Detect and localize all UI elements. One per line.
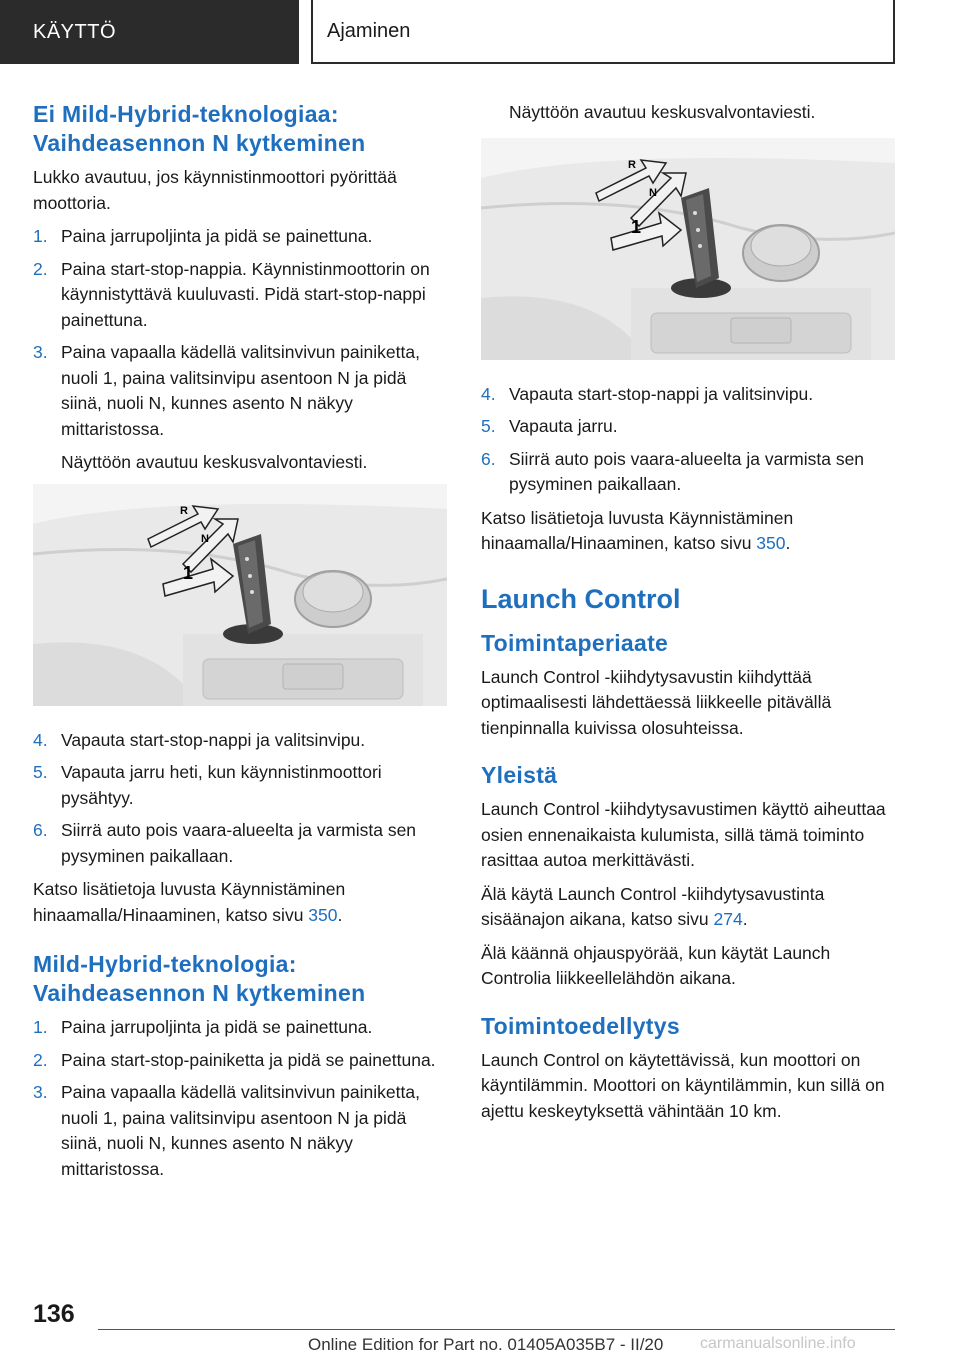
section-tab — [0, 0, 299, 64]
general-paragraph-3: Älä käännä ohjauspyörää, kun käytät Launch Controlia liikkeellelähdön aikana. — [481, 942, 831, 988]
see-more-paragraph — [33, 877, 447, 928]
arrow-label-r: R — [628, 158, 636, 171]
general-paragraph-1: Launch Control -kiihdytysavustimen käyttö aiheuttaa osien ennenaikaista kulumista, sillä tämä toiminto rasittaa autoa merkittävästi. — [481, 799, 886, 870]
list-item — [481, 447, 895, 498]
general-p2-text: Älä käytä Launch Control -kiihdytysavustinta sisäänajon aikana, katso sivu — [481, 883, 825, 929]
step-text: Siirrä auto pois vaara-alueelta ja varmista sen pysyminen paikallaan. — [61, 820, 417, 866]
step-number: 6. — [481, 448, 496, 469]
chapter-label: Ajaminen — [327, 19, 411, 42]
list-item — [33, 1080, 447, 1182]
list-item — [33, 760, 447, 811]
step-text: Paina start-stop-nappia. Käynnistinmoottorin on käynnistyttävä kuuluvasti. Pidä start-stop-nappi painettuna. — [61, 258, 430, 330]
step-number: 1. — [33, 226, 48, 246]
step-text: Siirrä auto pois vaara-alueelta ja varmista sen pysyminen paikallaan. — [509, 448, 865, 494]
general-p2-end: . — [742, 909, 748, 929]
list-item — [481, 414, 895, 440]
see-more-end: . — [785, 533, 791, 553]
list-item — [33, 340, 447, 442]
step-number: 3. — [33, 342, 48, 362]
edition-text: Online Edition for Part no. 01405A035B7 - II/20 — [308, 1335, 664, 1354]
right-column — [481, 100, 895, 1132]
list-item — [33, 257, 447, 334]
list-item — [33, 818, 447, 869]
list-item — [481, 382, 895, 408]
step-text: Paina vapaalla kädellä valitsinvivun painiketta, nuoli 1, paina valitsinvipu asentoon N ja pidä siinä, nuoli N, kunnes asento N näkyy mittaristossa. — [61, 342, 420, 439]
step-text: Vapauta start-stop-nappi ja valitsinvipu. — [509, 383, 814, 404]
step-number: 4. — [33, 729, 48, 750]
steps-list-a — [33, 224, 447, 442]
step-text: Vapauta jarru. — [509, 416, 618, 436]
arrow-label-1: 1 — [183, 562, 194, 583]
section-title-hybrid: Mild-Hybrid-teknologia: Vaihdeasennon N kytkeminen — [33, 951, 366, 1006]
step-number: 5. — [33, 762, 48, 782]
prereq-paragraph: Launch Control on käytettävissä, kun moottori on käyntilämmin. Moottori on käyntilämmin, kun sillä on ajettu keskeytyksettä vähintään 10 km. — [481, 1049, 885, 1121]
see-more-end: . — [337, 904, 343, 925]
launch-control-title: Launch Control — [481, 583, 681, 614]
step-text: Paina jarrupoljinta ja pidä se painettuna. — [61, 226, 373, 246]
list-item — [33, 1015, 447, 1041]
step-number: 3. — [33, 1082, 48, 1102]
see-more-paragraph — [481, 506, 895, 557]
step-text: Vapauta start-stop-nappi ja valitsinvipu. — [61, 729, 366, 750]
prereq-title: Toimintoedellytys — [481, 1012, 680, 1039]
watermark: carmanualsonline.info — [700, 1335, 856, 1352]
step-text: Vapauta jarru heti, kun käynnistinmoottori pysähtyy. — [61, 762, 382, 808]
gear-selector-figure — [33, 484, 447, 706]
arrow-label-n: N — [201, 532, 209, 545]
steps-list-b — [33, 728, 447, 870]
step-note: Näyttöön avautuu keskusvalvontaviesti. — [509, 102, 816, 122]
page-link[interactable]: 274 — [713, 909, 743, 929]
step-text: Paina jarrupoljinta ja pidä se painettuna. — [61, 1017, 373, 1037]
steps-list-c — [33, 1015, 447, 1182]
step-number: 4. — [481, 383, 496, 404]
step-note: Näyttöön avautuu keskusvalvontaviesti. — [61, 452, 368, 472]
step-text: Paina vapaalla kädellä valitsinvivun painiketta, nuoli 1, paina valitsinvipu asentoon N ja pidä siinä, nuoli N, kunnes asento N näkyy mittaristossa. — [61, 1082, 420, 1179]
step-number: 2. — [33, 1049, 48, 1070]
general-paragraph-2 — [481, 882, 895, 933]
section-title-no-hybrid: Ei Mild-Hybrid-teknologiaa: Vaihdeasennon N kytkeminen — [33, 101, 366, 156]
steps-list-d — [481, 382, 895, 498]
principle-paragraph: Launch Control -kiihdytysavustin kiihdyttää optimaalisesti lähdettäessä liikkeelle pitävällä tienpinnalla kuivissa olosuhteissa. — [481, 666, 832, 738]
general-title: Yleistä — [481, 762, 558, 788]
step-text: Paina start-stop-painiketta ja pidä se painettuna. — [61, 1049, 436, 1070]
list-item — [33, 224, 447, 250]
chapter-tab — [311, 0, 895, 64]
list-item — [33, 728, 447, 754]
page-number: 136 — [33, 1300, 75, 1328]
principle-title: Toimintaperiaate — [481, 629, 669, 656]
section-label: KÄYTTÖ — [33, 20, 117, 43]
step-number: 5. — [481, 416, 496, 436]
footer-divider — [98, 1329, 895, 1330]
page-link[interactable]: 350 — [756, 533, 786, 553]
arrow-label-n: N — [649, 186, 657, 199]
arrow-label-1: 1 — [631, 216, 642, 237]
see-more-text: Katso lisätietoja luvusta Käynnistäminen hinaamalla/Hinaaminen, katso sivu — [33, 879, 346, 925]
step-number: 1. — [33, 1017, 48, 1037]
gear-selector-figure — [481, 138, 895, 360]
step-number: 6. — [33, 820, 48, 840]
left-column — [33, 100, 447, 1190]
see-more-text: Katso lisätietoja luvusta Käynnistäminen hinaamalla/Hinaaminen, katso sivu — [481, 507, 794, 553]
arrow-label-r: R — [180, 504, 188, 517]
list-item — [33, 1048, 447, 1074]
intro-paragraph: Lukko avautuu, jos käynnistinmoottori pyörittää moottoria. — [33, 167, 397, 213]
page-link[interactable]: 350 — [308, 904, 338, 925]
step-number: 2. — [33, 258, 48, 279]
